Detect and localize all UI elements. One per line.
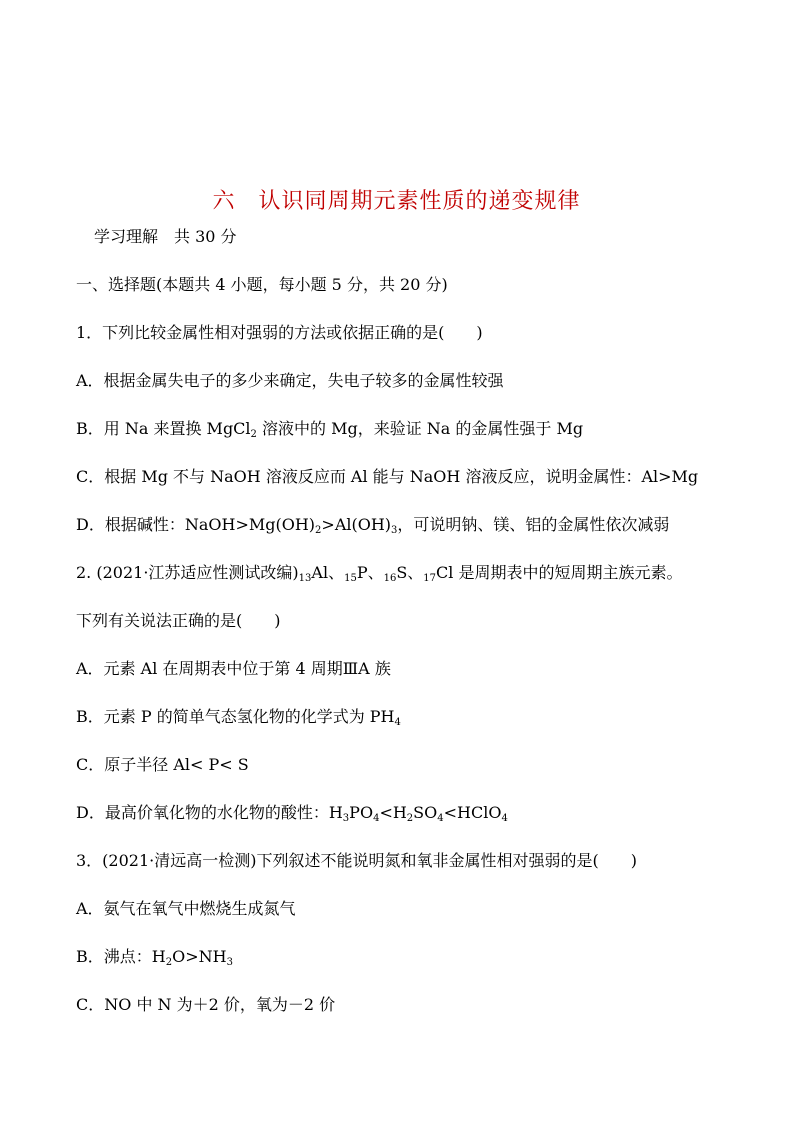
element: S、 — [396, 563, 424, 582]
option-d-text-1: D．根据碱性：NaOH>Mg(OH) — [76, 515, 316, 534]
question-1-option-d — [76, 514, 669, 536]
question-3-option-c: C．NO 中 N 为＋2 价，氧为－2 价 — [76, 995, 336, 1014]
option-b-text: B．沸点：H — [76, 947, 166, 966]
formula-part: O>NH — [172, 947, 227, 966]
subscript: 4 — [373, 813, 380, 824]
question-3-option-a: A．氨气在氧气中燃烧生成氮气 — [76, 899, 296, 918]
section-heading: 一、选择题(本题共 4 小题，每小题 5 分，共 20 分) — [76, 275, 448, 294]
question-1-option-a: A．根据金属失电子的多少来确定，失电子较多的金属性较强 — [76, 371, 504, 390]
element: Cl 是周期表中的短周期主族元素。 — [436, 563, 683, 582]
question-2-option-d — [76, 802, 508, 824]
section-subtitle: 学习理解 共 30 分 — [94, 227, 237, 246]
option-b-text-2: 溶液中的 Mg，来验证 Na 的金属性强于 Mg — [256, 419, 584, 438]
question-3-option-b — [76, 946, 233, 968]
question-3-stem: 3．(2021·清远高一检测)下列叙述不能说明氮和氧非金属性相对强弱的是( ) — [76, 851, 637, 870]
subscript: 3 — [226, 957, 233, 968]
subscript: 4 — [394, 717, 401, 728]
subscript: 3 — [342, 813, 350, 824]
subscript: 4 — [501, 813, 508, 824]
subscript: 2 — [165, 957, 173, 968]
formula-part: <H — [379, 803, 407, 822]
stem-source: 2. (2021·江苏适应性测试改编) — [76, 563, 299, 582]
subscript: 4 — [437, 813, 444, 824]
subscript: 2 — [315, 525, 322, 536]
element: P、 — [356, 563, 384, 582]
option-b-text: B．元素 P 的简单气态氢化物的化学式为 PH — [76, 707, 395, 726]
question-1-option-b — [76, 418, 583, 440]
question-1-stem: 1．下列比较金属性相对强弱的方法或依据正确的是( ) — [76, 323, 483, 342]
formula-part: <HClO — [443, 803, 502, 822]
subscript: 2 — [250, 429, 257, 440]
atomic-number: 15 — [344, 573, 357, 584]
question-2-option-a: A．元素 Al 在周期表中位于第 4 周期ⅢA 族 — [76, 659, 391, 678]
option-d-text: D．最高价氧化物的水化物的酸性：H — [76, 803, 343, 822]
atomic-number: 16 — [383, 573, 397, 584]
option-d-text-2: >Al(OH) — [321, 515, 392, 534]
subscript: 3 — [391, 525, 398, 536]
question-2-option-b — [76, 706, 401, 728]
question-2-stem — [76, 562, 682, 584]
subscript: 2 — [406, 813, 414, 824]
atomic-number: 13 — [298, 573, 312, 584]
atomic-number: 17 — [423, 573, 437, 584]
option-b-text-1: B．用 Na 来置换 MgCl — [76, 419, 251, 438]
question-2-option-c: C．原子半径 Al< P< S — [76, 755, 249, 774]
option-d-text-3: ，可说明钠、镁、铝的金属性依次减弱 — [397, 515, 670, 534]
question-1-option-c: C．根据 Mg 不与 NaOH 溶液反应而 Al 能与 NaOH 溶液反应，说明金属性：Al>Mg — [76, 467, 699, 486]
page-title: 六 认识同周期元素性质的递变规律 — [212, 189, 581, 214]
formula-part: PO — [349, 803, 374, 822]
question-2-stem-line-2: 下列有关说法正确的是( ) — [76, 611, 281, 630]
element: Al、 — [311, 563, 345, 582]
formula-part: SO — [413, 803, 438, 822]
